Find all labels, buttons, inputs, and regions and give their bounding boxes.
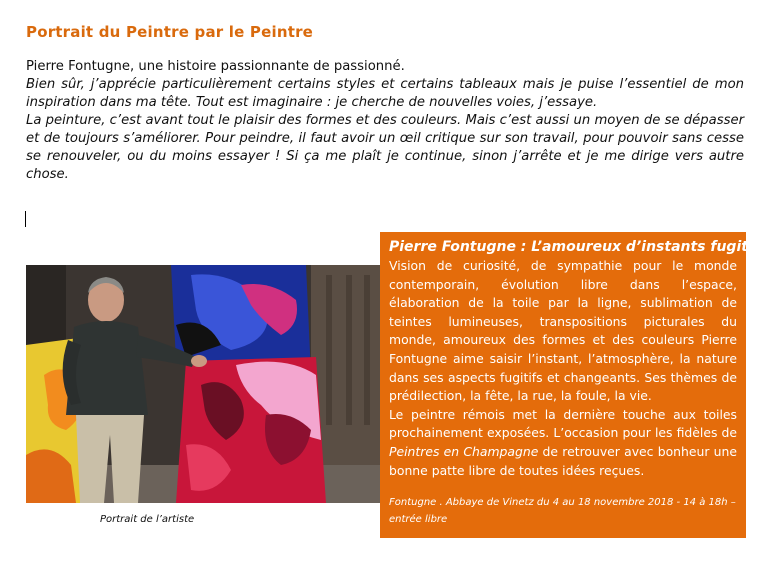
- panel-paragraph-1: Vision de curiosité, de sympathie pour le monde contemporain, évolution libre dans l’espace, élaboration de la toile par la ligne, sublimation de teintes lumineuses, transpositions picturales du monde, amoureux des formes et des couleurs Pierre Fontugne aime saisir l’instant, l’atmosphère, la nature dans ses aspects fugitifs et changeants. Ses thèmes de prédilection, la fête, la rue, la foule, la vie.: [389, 258, 737, 404]
- photo-caption: Portrait de l’artiste: [100, 514, 195, 525]
- intro-paragraph-1: Bien sûr, j’apprécie particulièrement certains styles et certains tableaux mais je puise l’essentiel de mon inspiration dans ma tête. Tout est imaginaire : je cherche de nouvelles voies, j’essaye.: [26, 77, 744, 110]
- intro-text: [26, 58, 744, 184]
- panel-paragraph-2-emphasis: Peintres en Champagne: [389, 443, 539, 459]
- page-title: Portrait du Peintre par le Peintre: [26, 23, 314, 41]
- artist-photo-illustration: [26, 265, 380, 503]
- panel-paragraph-2: [389, 406, 737, 480]
- intro-lead: Pierre Fontugne, une histoire passionnante de passionné.: [26, 59, 405, 74]
- panel-paragraph-2-end: de retrouver avec bonheur une bonne patte libre de toutes idées reçues.: [389, 443, 737, 478]
- text-cursor: [25, 211, 26, 227]
- panel-footer: Fontugne . Abbaye de Vinetz du 4 au 18 novembre 2018 - 14 à 18h – entrée libre: [389, 497, 736, 526]
- artist-photo: [26, 265, 380, 503]
- panel-body: [389, 257, 737, 480]
- info-panel: [380, 232, 768, 538]
- panel-title: Pierre Fontugne : L’amoureux d’instants fugitifs: [389, 239, 768, 255]
- panel-paragraph-2-start: Le peintre rémois met la dernière touche aux toiles prochainement exposées. L’occasion pour les fidèles de: [389, 406, 737, 441]
- intro-paragraph-2: La peinture, c’est avant tout le plaisir des formes et des couleurs. Mais c’est aussi un moyen de se dépasser et de toujours s’améliorer. Pour peindre, il faut avoir un œil critique sur son travail, pour pouvoir sans cesse se renouveler, ou du moins essayer ! Si ça me plaît je continue, sinon j’arrête et je me dirige vers autre chose.: [26, 113, 744, 182]
